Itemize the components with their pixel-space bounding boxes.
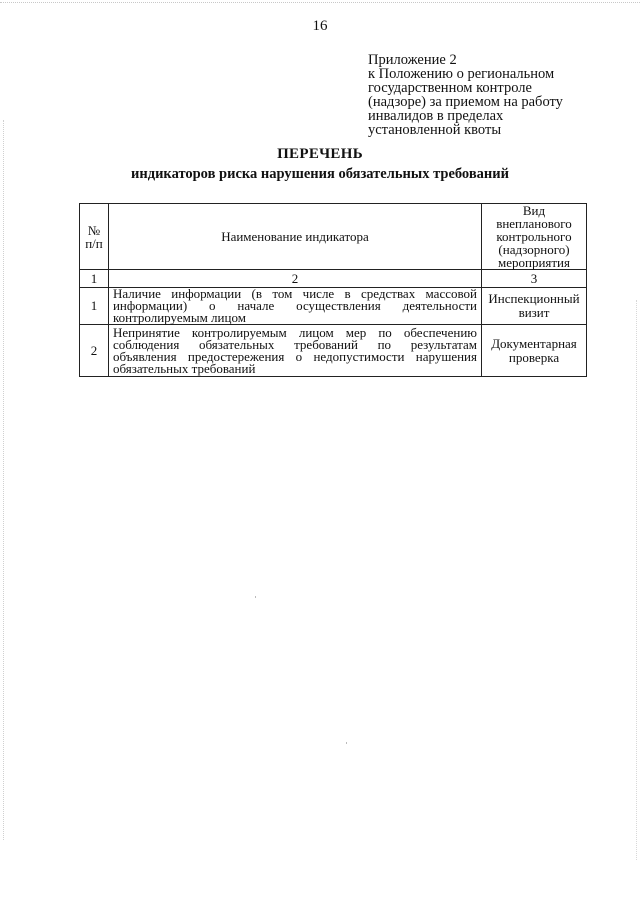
table-row	[80, 288, 587, 325]
appendix-block	[368, 53, 618, 137]
event-type: Документарная проверка	[482, 325, 587, 377]
appendix-line: установленной квоты	[368, 122, 502, 138]
table-header-row	[80, 204, 587, 270]
indicators-table	[79, 203, 587, 377]
appendix-line: к Положению о региональном	[368, 66, 555, 82]
scan-top-edge	[0, 2, 640, 3]
appendix-line: инвалидов в пределах	[368, 108, 504, 124]
header-number: № п/п	[80, 204, 109, 270]
indicator-name: Непринятие контролируемым лицом мер по обеспечению соблюдения обязательных требований по результатам объявления предостережения о недопустимости нарушения обязательных требований	[108, 325, 481, 377]
appendix-line: (надзоре) за приемом на работу	[368, 94, 563, 110]
scan-right-edge	[636, 300, 637, 860]
scan-speck	[255, 596, 256, 598]
column-index: 1	[80, 270, 109, 288]
column-index: 3	[482, 270, 587, 288]
header-event-type: Вид внепланового контрольного (надзорного) мероприятия	[482, 204, 587, 270]
column-index-row	[80, 270, 587, 288]
appendix-line: Приложение 2	[368, 52, 457, 68]
appendix-line: государственном контроле	[368, 80, 532, 96]
table-row	[80, 325, 587, 377]
header-indicator-name: Наименование индикатора	[108, 204, 481, 270]
page-number: 16	[312, 18, 328, 34]
column-index: 2	[108, 270, 481, 288]
scan-speck	[346, 742, 347, 744]
scan-left-edge	[3, 120, 4, 840]
event-type: Инспекционный визит	[482, 288, 587, 325]
row-number: 2	[80, 325, 109, 377]
indicator-name: Наличие информации (в том числе в средствах массовой информации) о начале осуществления деятельности контролируемым лицом	[108, 288, 481, 325]
row-number: 1	[80, 288, 109, 325]
document-title: ПЕРЕЧЕНЬ	[277, 146, 363, 162]
document-subtitle: индикаторов риска нарушения обязательных требований	[131, 166, 509, 182]
